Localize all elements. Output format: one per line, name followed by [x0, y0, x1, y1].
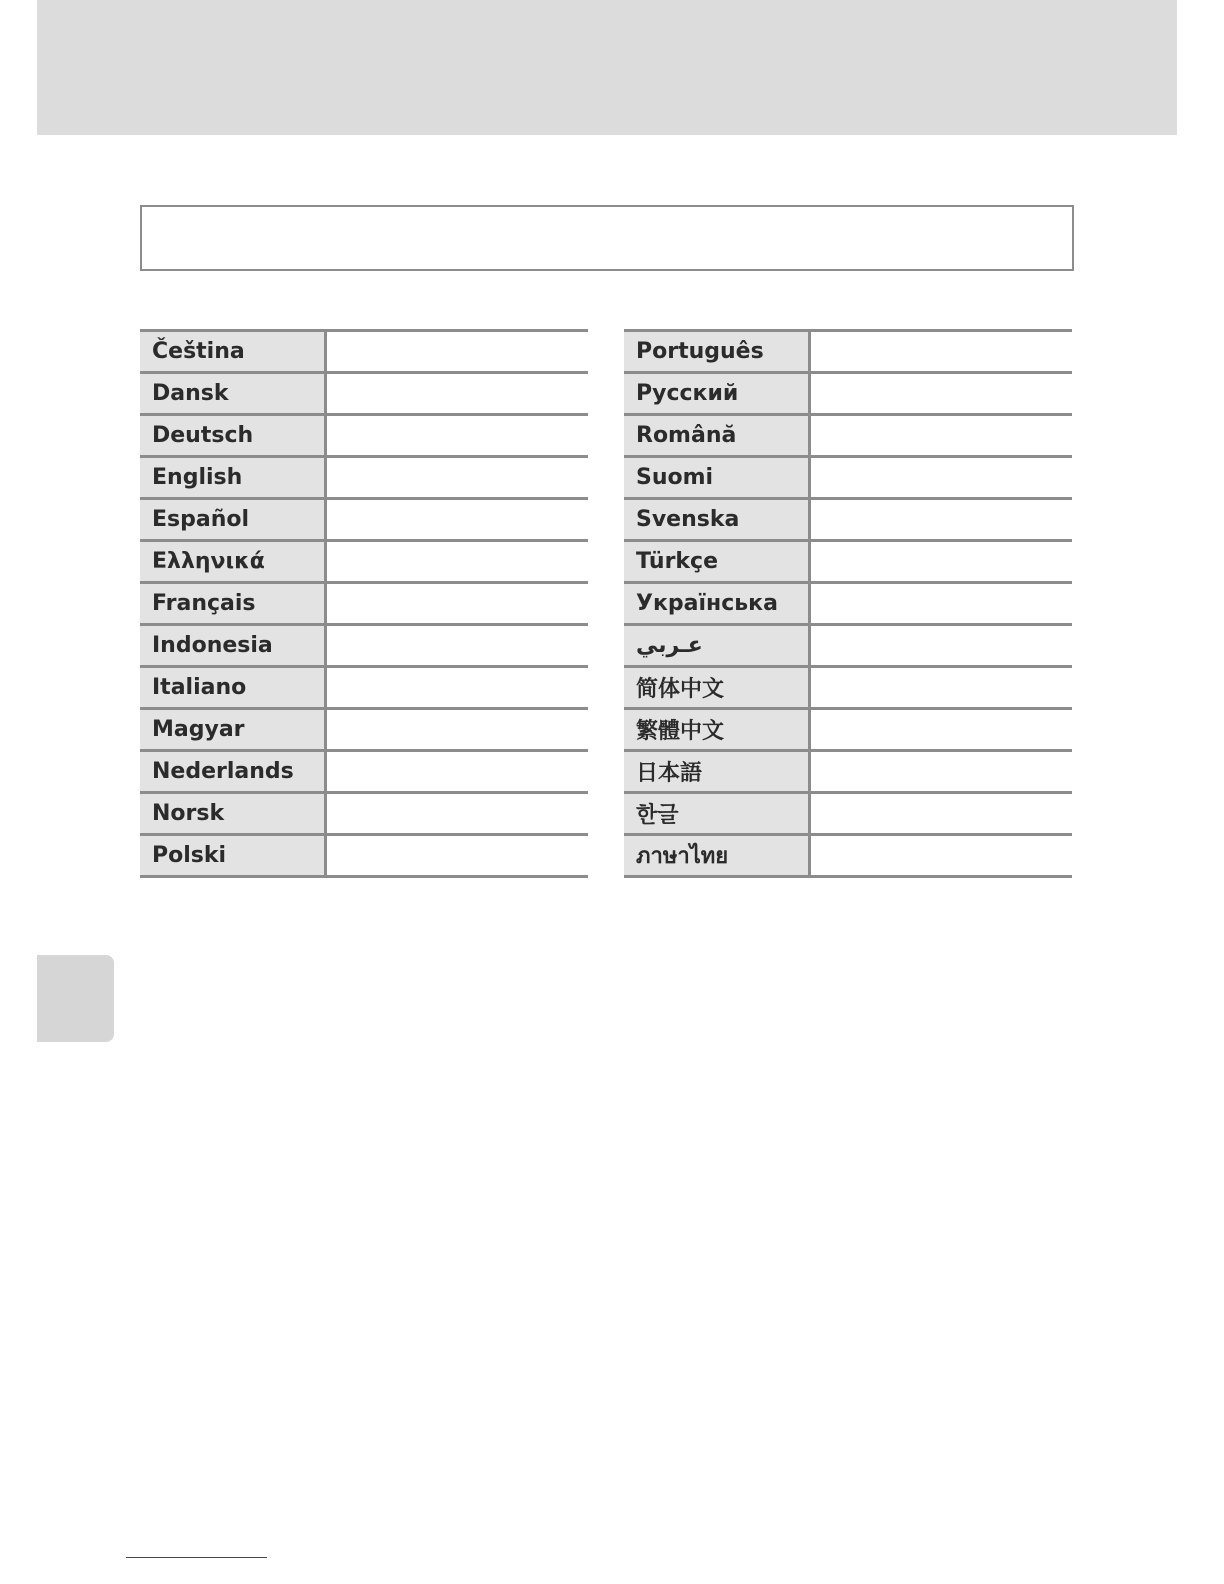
- language-description-cell: [811, 710, 1072, 749]
- language-name-cell: Norsk: [140, 794, 327, 833]
- language-name-cell: عـربي: [624, 626, 811, 665]
- language-row: [624, 626, 1072, 668]
- language-description-cell: [327, 794, 588, 833]
- language-row: [624, 416, 1072, 458]
- language-row: [624, 584, 1072, 626]
- language-name-cell: ภาษาไทย: [624, 836, 811, 875]
- language-name-cell: Português: [624, 332, 811, 371]
- language-name-cell: 한글: [624, 794, 811, 833]
- language-name-cell: Svenska: [624, 500, 811, 539]
- language-description-cell: [327, 500, 588, 539]
- language-description-cell: [327, 458, 588, 497]
- section-side-tab: [37, 955, 114, 1042]
- language-row: [624, 752, 1072, 794]
- language-name-cell: Polski: [140, 836, 327, 875]
- language-description-cell: [811, 794, 1072, 833]
- language-row: [140, 374, 588, 416]
- language-description-cell: [811, 668, 1072, 707]
- language-name-cell: English: [140, 458, 327, 497]
- language-description-cell: [811, 500, 1072, 539]
- language-name-cell: Nederlands: [140, 752, 327, 791]
- language-description-cell: [327, 710, 588, 749]
- language-description-cell: [327, 332, 588, 371]
- language-description-cell: [327, 584, 588, 623]
- language-name-cell: Italiano: [140, 668, 327, 707]
- language-description-cell: [327, 374, 588, 413]
- language-row: [624, 332, 1072, 374]
- language-name-cell: Čeština: [140, 332, 327, 371]
- language-description-cell: [327, 836, 588, 875]
- language-row: [140, 794, 588, 836]
- language-row: [624, 458, 1072, 500]
- note-box: [140, 205, 1074, 271]
- language-name-cell: Indonesia: [140, 626, 327, 665]
- language-description-cell: [811, 584, 1072, 623]
- language-name-cell: Français: [140, 584, 327, 623]
- language-name-cell: Türkçe: [624, 542, 811, 581]
- language-description-cell: [327, 668, 588, 707]
- language-description-cell: [327, 416, 588, 455]
- language-description-cell: [327, 626, 588, 665]
- language-description-cell: [327, 752, 588, 791]
- language-name-cell: Ελληνικά: [140, 542, 327, 581]
- language-row: [624, 710, 1072, 752]
- language-description-cell: [811, 332, 1072, 371]
- language-row: [624, 836, 1072, 878]
- language-description-cell: [327, 542, 588, 581]
- language-row: [624, 794, 1072, 836]
- language-name-cell: 繁體中文: [624, 710, 811, 749]
- language-row: [140, 626, 588, 668]
- language-description-cell: [811, 626, 1072, 665]
- language-row: [140, 500, 588, 542]
- language-row: [140, 668, 588, 710]
- language-row: [140, 542, 588, 584]
- language-row: [140, 416, 588, 458]
- language-description-cell: [811, 836, 1072, 875]
- language-name-cell: Українська: [624, 584, 811, 623]
- language-row: [140, 752, 588, 794]
- language-name-cell: Español: [140, 500, 327, 539]
- language-name-cell: Magyar: [140, 710, 327, 749]
- language-row: [140, 584, 588, 626]
- language-row: [624, 374, 1072, 416]
- language-name-cell: Română: [624, 416, 811, 455]
- language-description-cell: [811, 458, 1072, 497]
- language-name-cell: Deutsch: [140, 416, 327, 455]
- language-name-cell: 日本語: [624, 752, 811, 791]
- language-description-cell: [811, 374, 1072, 413]
- language-name-cell: Dansk: [140, 374, 327, 413]
- language-row: [140, 332, 588, 374]
- language-row: [624, 500, 1072, 542]
- footer-rule: [126, 1557, 267, 1558]
- language-table-left: [140, 329, 588, 878]
- language-row: [624, 668, 1072, 710]
- language-name-cell: Suomi: [624, 458, 811, 497]
- header-band: [37, 0, 1177, 135]
- language-description-cell: [811, 542, 1072, 581]
- language-row: [140, 710, 588, 752]
- language-name-cell: 简体中文: [624, 668, 811, 707]
- language-description-cell: [811, 416, 1072, 455]
- language-row: [624, 542, 1072, 584]
- language-name-cell: Русский: [624, 374, 811, 413]
- language-table-right: [624, 329, 1072, 878]
- language-row: [140, 836, 588, 878]
- language-row: [140, 458, 588, 500]
- language-description-cell: [811, 752, 1072, 791]
